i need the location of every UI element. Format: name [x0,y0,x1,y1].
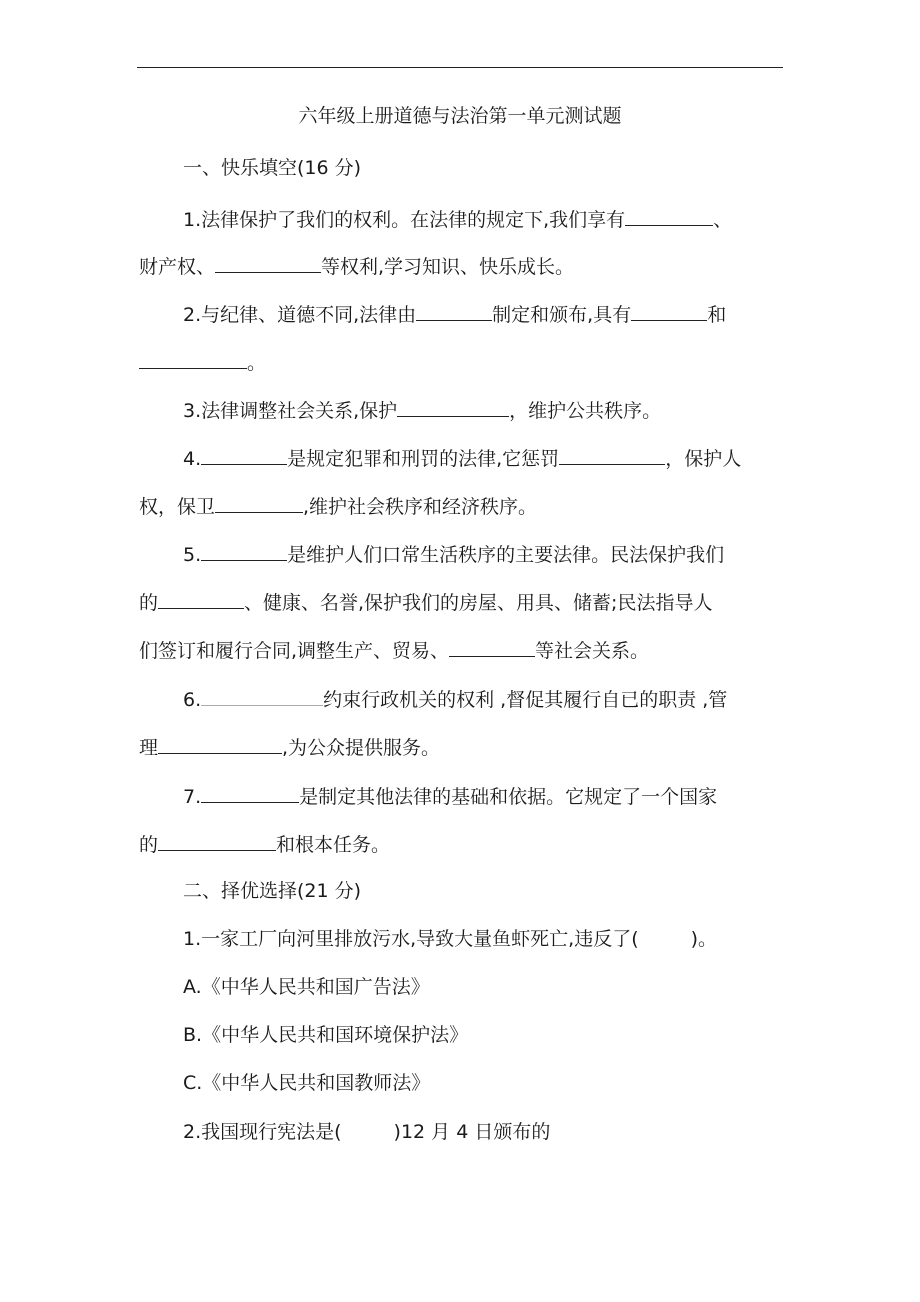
text: 是制定其他法律的基础和依据。它规定了一个国家 [299,786,718,808]
text: 制定和颁布,具有 [492,304,632,326]
text: 1.一家工厂向河里排放污水,导致大量鱼虾死亡,违反了( [183,928,639,950]
question-1-7-line1 [183,782,717,810]
question-2-2 [183,1119,550,1145]
text: 的 [139,592,159,614]
text: 2.我国现行宪法是( [183,1121,342,1143]
document-title: 六年级上册道德与法治第一单元测试题 [298,105,622,127]
question-1-1-line1 [183,205,732,233]
answer-blank[interactable] [201,540,287,561]
text: 财产权、 [139,256,216,278]
text: 是规定犯罪和刑罚的法律,它惩罚 [287,448,560,470]
text: )。 [690,928,718,950]
text: ,维护社会秩序和经济秩序。 [303,496,538,518]
section1-heading: 一、快乐填空(16 分) [183,157,362,179]
answer-blank[interactable] [201,444,287,465]
question-1-2-line1 [183,300,726,328]
question-1-7-line2 [139,830,390,858]
option-b[interactable]: B.《中华人民共和国环境保护法》 [183,1024,469,1046]
text: 、健康、名誉,保护我们的房屋、用具、储蓄;民法指导人 [244,592,713,614]
answer-blank[interactable] [559,444,665,465]
question-1-2-line2 [139,348,266,376]
text: 1.法律保护了我们的权利。在法律的规定下,我们享有 [183,209,626,231]
answer-blank[interactable] [201,685,323,706]
text: 理 [139,737,159,759]
question-1-4-line1 [183,444,741,472]
text: 等社会关系。 [535,640,650,662]
answer-blank[interactable] [625,205,713,226]
answer-blank[interactable] [158,733,282,754]
question-1-6-line1 [183,685,727,713]
answer-blank[interactable] [215,492,303,513]
text: 是维护人们口常生活秩序的主要法律。民法保护我们 [287,544,725,566]
question-2-1 [183,926,717,952]
answer-blank[interactable] [449,636,535,657]
text: ，保护人 [665,448,742,470]
answer-blank[interactable] [397,396,509,417]
answer-blank[interactable] [158,830,276,851]
answer-blank[interactable] [139,348,247,369]
text: 6. [183,689,202,711]
header-rule [137,67,783,68]
question-1-5-line3 [139,636,649,664]
text: 权，保卫 [139,496,216,518]
question-1-5-line1 [183,540,724,568]
text: 。 [247,352,267,374]
text: 和 [707,304,727,326]
text: 5. [183,544,202,566]
text: ,为公众提供服务。 [282,737,441,759]
text: 3.法律调整社会关系,保护 [183,400,398,422]
option-c[interactable]: C.《中华人民共和国教师法》 [183,1072,431,1094]
question-1-5-line2 [139,588,712,616]
question-1-6-line2 [139,733,440,761]
answer-blank[interactable] [215,252,321,273]
answer-blank[interactable] [416,300,492,321]
text: )12 月 4 日颁布的 [393,1121,551,1143]
text: 、 [713,209,733,231]
question-1-4-line2 [139,492,537,520]
text: 7. [183,786,202,808]
text: ，维护公共秩序。 [509,400,662,422]
question-1-1-line2 [139,252,574,280]
answer-blank[interactable] [201,782,299,803]
answer-blank[interactable] [158,588,244,609]
text: 的 [139,834,159,856]
text: 等权利,学习知识、快乐成长。 [321,256,575,278]
text: 4. [183,448,202,470]
text: 们签订和履行合同,调整生产、贸易、 [139,640,450,662]
option-a[interactable]: A.《中华人民共和国广告法》 [183,976,430,998]
text: 和根本任务。 [276,834,391,856]
answer-blank[interactable] [631,300,707,321]
section2-heading: 二、择优选择(21 分) [183,880,362,902]
question-1-3 [183,396,661,424]
text: 约束行政机关的权利 ,督促其履行自已的职责 ,管 [323,689,728,711]
text: 2.与纪律、道德不同,法律由 [183,304,417,326]
